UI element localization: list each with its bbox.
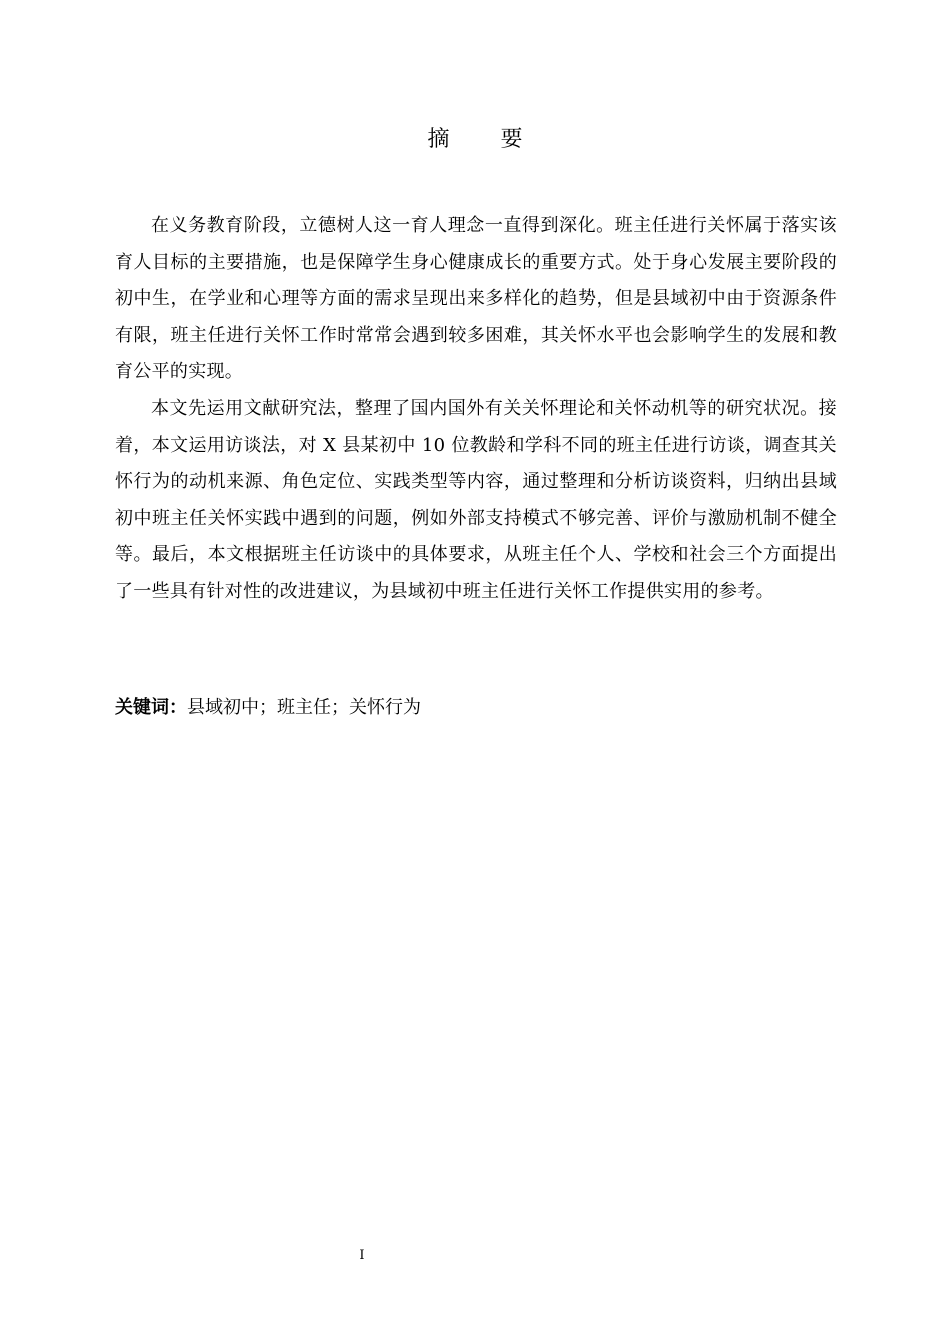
abstract-paragraph-2: 本文先运用文献研究法，整理了国内国外有关关怀理论和关怀动机等的研究状况。接着，本文运用访谈法，对 X 县某初中 10 位教龄和学科不同的班主任进行访谈，调查其关怀行为的动机来源、角色定位、实践类型等内容，通过整理和分析访谈资料，归纳出县域初中班主任关怀实践中遇到的问题，例如外部支持模式不够完善、评价与激励机制不健全等。最后，本文根据班主任访谈中的具体要求，从班主任个人、学校和社会三个方面提出了一些具有针对性的改进建议，为县域初中班主任进行关怀工作提供实用的参考。: [115, 397, 837, 602]
page-number: I: [359, 1248, 365, 1263]
keywords-value: 县域初中；班主任；关怀行为: [187, 697, 421, 718]
abstract-paragraph-1: 在义务教育阶段，立德树人这一育人理念一直得到深化。班主任进行关怀属于落实该育人目标的主要措施，也是保障学生身心健康成长的重要方式。处于身心发展主要阶段的初中生，在学业和心理等方面的需求呈现出来多样化的趋势，但是县域初中由于资源条件有限，班主任进行关怀工作时常常会遇到较多困难，其关怀水平也会影响学生的发展和教育公平的实现。: [115, 215, 837, 383]
keywords-line: [115, 690, 837, 726]
keywords-label: 关键词：: [115, 697, 187, 718]
abstract-title: 摘 要: [427, 127, 545, 152]
abstract-body: [115, 208, 837, 611]
